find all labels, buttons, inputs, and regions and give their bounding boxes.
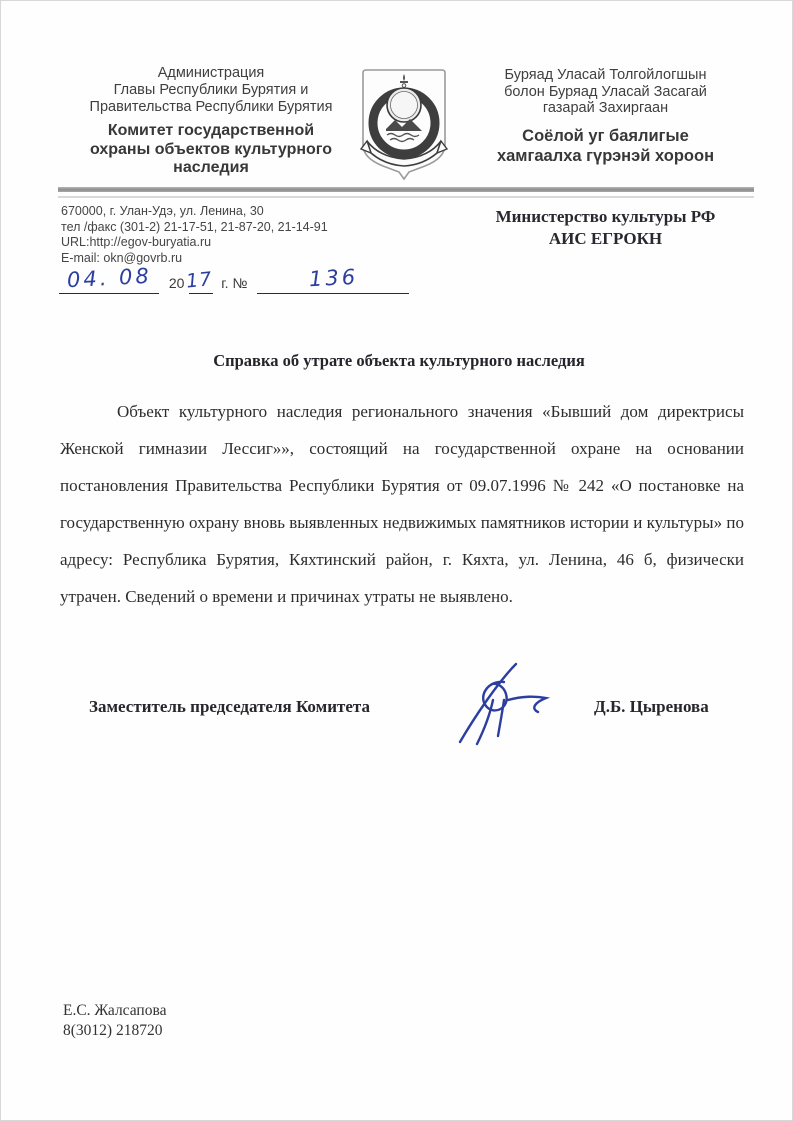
document-title: Справка об утрате объекта культурного наследия	[213, 351, 585, 370]
document-body-paragraph: Объект культурного наследия регионального значения «Бывший дом директрисы Женской гимназии Лессиг»», состоящий на государственной охране на основании постановления Правительства Республики Бурятия от 09.07.1996 № 242 «О постановке на государственную охрану вновь выявленных недвижимых памятников истории и культуры» по адресу: Республика Бурятия, Кяхтинский район, г. Кяхта, ул. Ленина, 46 б, физически утрачен. Сведений о времени и причинах утраты не выявлено.	[60, 402, 744, 606]
year-prefix: 20	[168, 275, 185, 291]
number-field	[257, 263, 409, 294]
year-field	[185, 263, 214, 294]
executor-block	[63, 1001, 166, 1040]
handwritten-year: 17	[185, 267, 214, 293]
date-field	[59, 263, 159, 294]
postal-address: 670000, г. Улан-Удэ, ул. Ленина, 30	[61, 204, 264, 218]
committee-name-buryat: Соёлой уг баялигые хамгаалха гүрэнэй хороон	[496, 126, 715, 165]
buryatia-coat-of-arms-icon	[353, 65, 455, 183]
executor-name: Е.С. Жалсапова	[63, 1002, 167, 1019]
website-url: URL:http://egov-buryatia.ru	[61, 235, 212, 249]
org-line: Администрация	[157, 65, 265, 81]
signer-position: Заместитель председателя Комитета	[89, 697, 370, 716]
signer-name: Д.Б. Цыренова	[594, 697, 709, 716]
org-line: болон Буряад Уласай Засагай	[504, 83, 707, 100]
header-divider	[58, 187, 754, 192]
org-line: Буряад Уласай Толгойлогшын	[504, 67, 707, 83]
recipient-system: АИС ЕГРОКН	[548, 229, 663, 248]
letterhead-left	[56, 65, 366, 178]
header-divider-shadow	[58, 196, 754, 198]
recipient-org: Министерство культуры РФ	[495, 207, 716, 226]
recipient-block	[453, 206, 758, 250]
number-sign-label: г. №	[221, 275, 248, 291]
phone-fax: тел /факс (301-2) 21-17-51, 21-87-20, 21-14-91	[61, 219, 328, 234]
letterhead-right	[453, 67, 758, 166]
executor-phone: 8(3012) 218720	[63, 1021, 163, 1039]
org-line: Главы Республики Бурятия и	[113, 82, 309, 98]
handwritten-date: 04. 08	[66, 263, 152, 293]
email-address: E-mail: okn@govrb.ru	[61, 250, 183, 265]
committee-name: Комитет государственной охраны объектов культурного наследия	[89, 122, 333, 176]
date-number-line	[59, 263, 399, 299]
org-line: газарай Захиргаан	[542, 100, 669, 116]
contact-block	[61, 204, 411, 266]
handwritten-number: 136	[308, 264, 359, 292]
org-line: Правительства Республики Бурятия	[89, 99, 333, 115]
handwritten-signature	[446, 656, 558, 748]
